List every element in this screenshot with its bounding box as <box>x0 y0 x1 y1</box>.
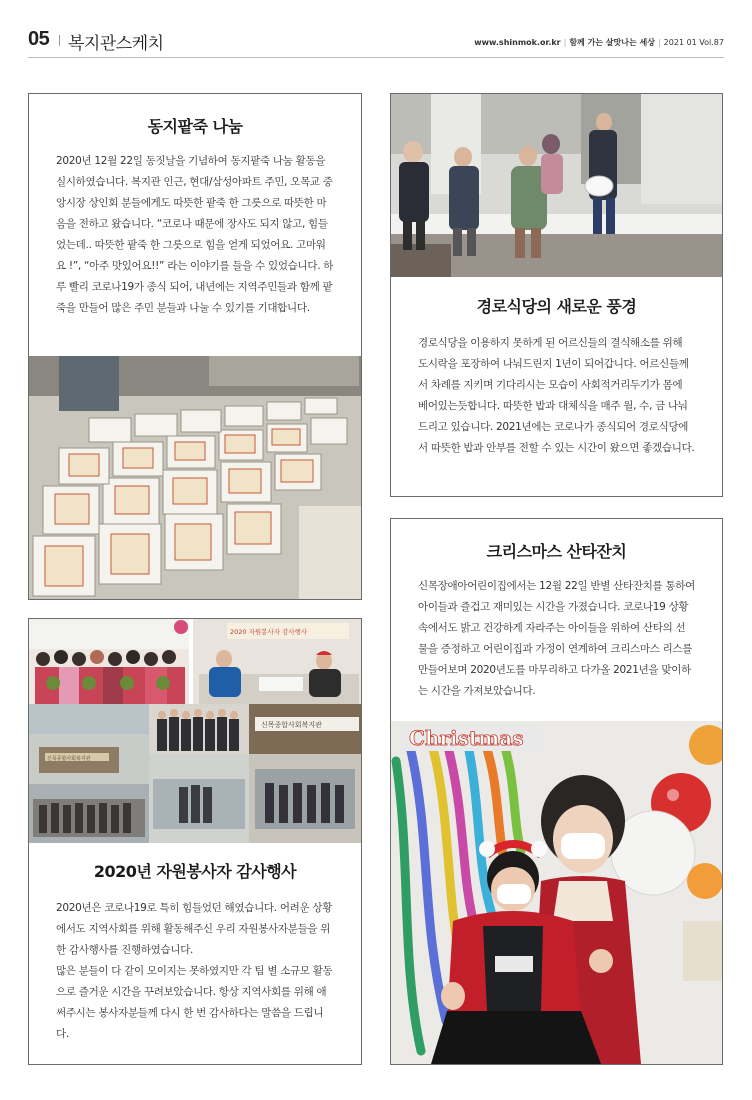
volunteer-photo-collage <box>29 619 361 843</box>
article-christmas <box>390 518 723 1065</box>
christmas-banner-text: Christmas <box>409 726 524 750</box>
article-title: 경로식당의 새로운 풍경 <box>476 297 637 316</box>
dining-photo <box>391 94 722 277</box>
article-body-1: 2020년은 코로나19로 특히 힘들었던 해였습니다. 어려운 상황에서도 지역사회를 위해 활동해주신 우리 자원봉사자분들을 위한 감사행사를 진행하였습니다. <box>56 902 333 956</box>
article-dining <box>390 93 723 497</box>
website-link[interactable]: www.shinmok.or.kr <box>474 38 561 47</box>
page-number: 05 <box>28 28 50 50</box>
article-porridge <box>28 93 362 600</box>
issue-label: 2021 01 Vol.87 <box>663 38 724 47</box>
section-title: 복지관스케치 <box>68 34 164 54</box>
slogan: 함께 가는 살맛나는 세상 <box>569 38 655 47</box>
article-body-2: 많은 분들이 다 같이 모이지는 못하였지만 각 팀 별 소규모 활동으로 즐거운 시간을 꾸려보았습니다. 항상 지역사회를 위해 애써주시는 봉사자분들께 다시 한 번 감사하다는 말씀을 드립니다. <box>56 965 333 1040</box>
building-sign-2: 신목종합사회복지관 <box>261 721 322 729</box>
article-title: 2020년 자원봉사자 감사행사 <box>93 862 297 881</box>
header-info: www.shinmok.or.kr | 함께 가는 살맛나는 세상 | 2021 01 Vol.87 <box>474 38 724 47</box>
article-body: 경로식당을 이용하지 못하게 된 어르신들의 결식해소를 위해 도시락을 포장하여 나눠드린지 1년이 되어갑니다. 어르신들께서 차례를 지키며 기다리시는 모습이 사회적거리두기가 몸에 베어있는듯합니다. 따뜻한 밥과 대체식을 매주 월, 수, 금 나눠 드리고 있습니다. 2021년에는 코로나가 종식되어 경로식당에서 따뜻한 밥과 안부를 전할 수 있는 시간이 왔으면 좋겠습니다. <box>418 337 695 454</box>
article-title: 크리스마스 산타잔치 <box>486 542 627 561</box>
header-divider <box>59 35 60 46</box>
article-volunteer <box>28 618 362 1065</box>
article-body: 2020년 12월 22일 동짓날을 기념하여 동지팥죽 나눔 활동을 실시하였습니다. 복지관 인근, 현대/삼성아파트 주민, 오목교 중앙시장 상인회 분들에게도 따뜻한 팥죽 한 그릇으로 따뜻한 마음을 전하고 왔습니다. “코로나 때문에 장사도 되지 않고, 힘들었는데.. 따뜻한 팥죽 한 그릇으로 힘을 얻게 되었어요. 고마워요 !”, “아주 맛있어요!!” 라는 이야기를 들을 수 있었습니다. 하루 빨리 코로나19가 종식 되어, 내년에는 지역주민들과 함께 팥죽을 만들어 많은 주민 분들과 나눌 수 있기를 기대합니다. <box>56 155 334 314</box>
porridge-photo <box>29 356 361 599</box>
building-sign-1: 신목종합사회복지관 <box>47 756 91 762</box>
article-title: 동지팥죽 나눔 <box>147 117 243 136</box>
page-header <box>28 28 724 58</box>
volunteer-banner-text: 2020 자원봉사자 감사행사 <box>230 628 308 636</box>
article-body: 신목장애아어린이집에서는 12월 22일 반별 산타잔치를 통하여 아이들과 즐겁고 재미있는 시간을 가졌습니다. 코로나19 상황 속에서도 밝고 건강하게 자라주는 아이들을 위하여 산타의 선물을 증정하고 어린이집과 가정이 연계하여 크리스마스 리스를 만들어보며 2020년도를 마무리하고 다가올 2021년을 맞이하는 시간을 가져보았습니다. <box>418 580 695 697</box>
christmas-photo <box>391 721 722 1064</box>
